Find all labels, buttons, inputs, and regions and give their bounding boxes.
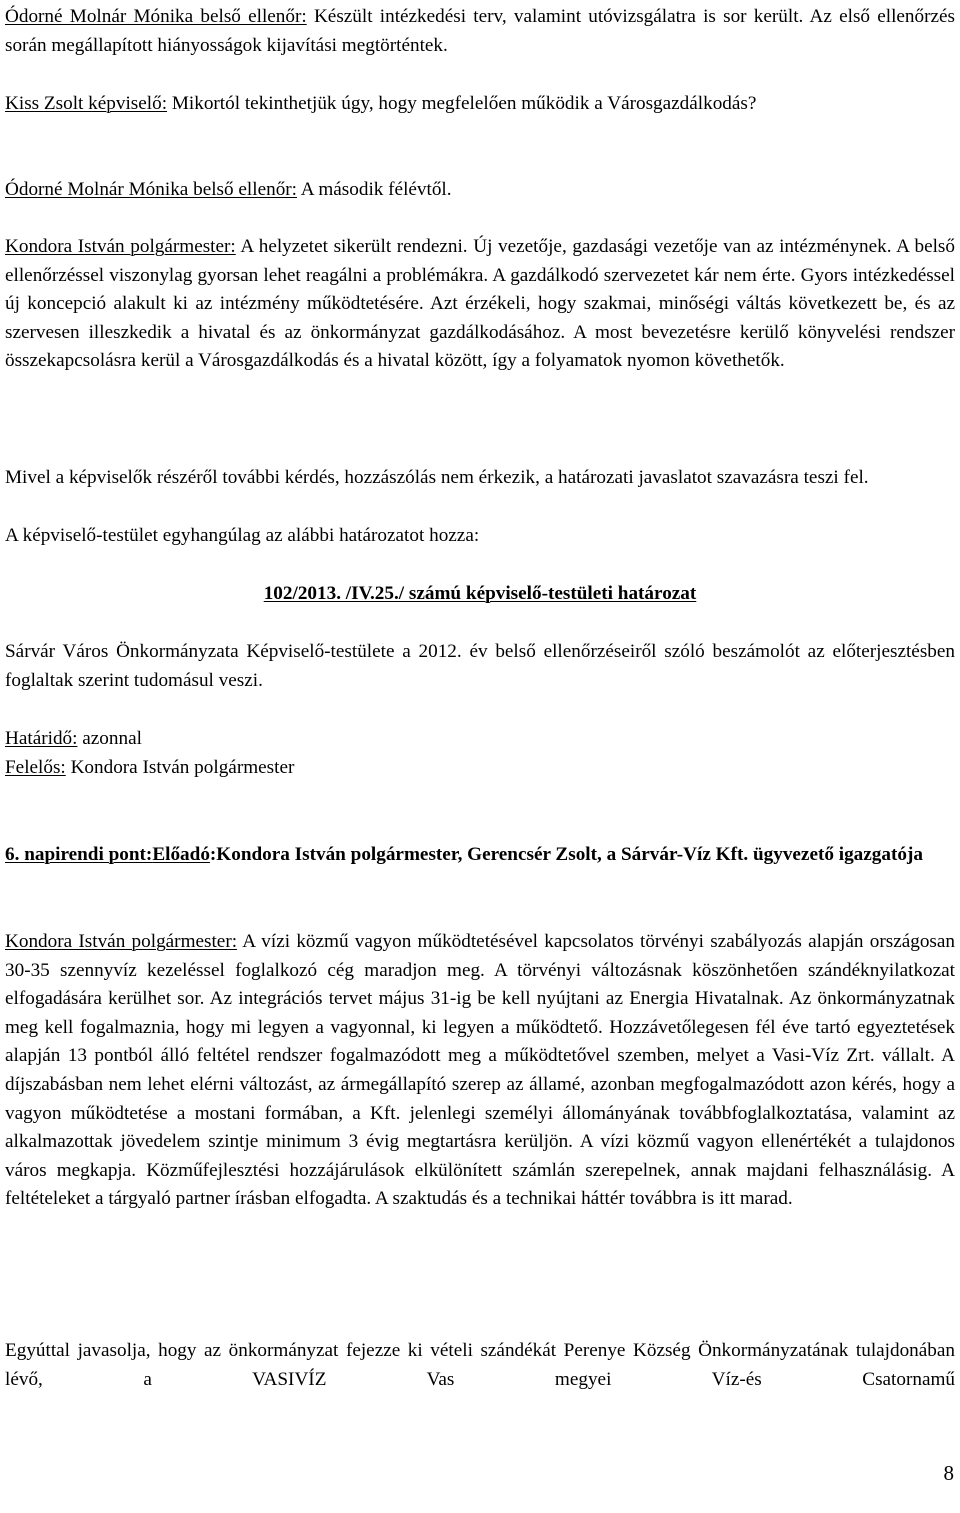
paragraph-mayor-1 <box>5 233 955 376</box>
responsible-value: Kondora István polgármester <box>65 757 295 778</box>
speaker-label: Ódorné Molnár Mónika belső ellenőr: <box>5 179 298 200</box>
resolution-responsible <box>5 754 955 783</box>
resolution-deadline <box>5 725 955 754</box>
agenda-presenter-label: Előadó <box>152 844 210 865</box>
paragraph-text: A második félévtől. <box>297 179 452 200</box>
paragraph-vote-call <box>5 464 955 493</box>
agenda-heading <box>5 841 955 870</box>
paragraph-text: A helyzetet sikerült rendezni. Új vezetője, gazdasági vezetője van az intézménynek. A belső ellenőrzéssel viszonylag gyorsan lehet reagálni a problémákra. A gazdálkodó szervezetet kár nem érte. Gyors intézkedéssel új koncepció alakult ki az intézmény működtetésére. Azt érzékeli, hogy szakmai, minőségi váltás következett be, és az szervesen illeszkedik a hivatal és az önkormányzat gazdálkodásához. A most bevezetésre kerülő könyvelési rendszer összekapcsolásra kerül a Városgazdálkodás és a hivatal között, így a folyamatok nyomon követhetők. <box>5 236 955 372</box>
paragraph-council-decision <box>5 522 955 551</box>
paragraph-text: Egyúttal javasolja, hogy az önkormányzat fejezze ki vételi szándékát Perenye Község Önkormányzatának tulajdonában lévő, a VASIVÍZ Vas megyei Víz-és Csatornamű <box>5 1340 955 1390</box>
deadline-label: Határidő: <box>5 728 78 749</box>
speaker-label: Kondora István polgármester: <box>5 931 238 952</box>
responsible-label: Felelős: <box>5 757 66 778</box>
speaker-label: Ódorné Molnár Mónika belső ellenőr: <box>5 6 307 27</box>
paragraph-proposal <box>5 1337 955 1394</box>
paragraph-mayor-2 <box>5 928 955 1214</box>
paragraph-internal-auditor-2 <box>5 176 955 205</box>
resolution-title <box>0 580 960 609</box>
resolution-body <box>5 638 955 695</box>
paragraph-text: Mivel a képviselők részéről további kérdés, hozzászólás nem érkezik, a határozati javaslatot szavazásra teszi fel. <box>5 467 869 488</box>
resolution-title-text: 102/2013. /IV.25./ számú képviselő-testületi határozat <box>263 583 697 604</box>
paragraph-text: Sárvár Város Önkormányzata Képviselő-testülete a 2012. év belső ellenőrzéseiről szóló beszámolót az előterjesztésben foglaltak szerint tudomásul veszi. <box>5 641 955 691</box>
paragraph-councillor-question <box>5 90 955 119</box>
speaker-label: Kiss Zsolt képviselő: <box>5 93 168 114</box>
paragraph-text: A képviselő-testület egyhangúlag az alábbi határozatot hozza: <box>5 525 480 546</box>
deadline-value: azonnal <box>77 728 142 749</box>
paragraph-text: Készült intézkedési terv, valamint utóvizsgálatra is sor került. Az első ellenőrzés során megállapított hiányosságok kijavítási megtörténtek. <box>5 6 955 56</box>
agenda-number: 6. napirendi pont: <box>5 844 153 865</box>
paragraph-text: A vízi közmű vagyon működtetésével kapcsolatos törvényi szabályozás alapján országosan 30-35 szennyvíz kezeléssel foglalkozó cég maradjon meg. A törvényi változásnak köszönhetően szándéknyilatkozat elfogadására kerülhet sor. Az integrációs tervet május 31-ig be kell nyújtani az Energia Hivatalnak. Az önkormányzatnak meg kell fogalmaznia, hogy mi legyen a vagyonnal, ki legyen a működtető. Hozzávetőlegesen fél éve tartó egyeztetések alapján 13 pontból álló feltétel rendszer fogalmazódott meg a működtetővel szemben, melyet a Vasi-Víz Zrt. vállalt. A díjszabásban nem lehet elérni változást, az ármegállapító szerep az államé, azonban megfogalmazódott azon kérés, hogy a vagyon működtetése a mostani formában, a Kft. jelenlegi személyi állományának továbbfoglalkoztatása, valamint az alkalmazottak jövedelem szintje minimum 3 évig megtartásra kerüljön. A vízi közmű vagyon ellenértékét a tulajdonos város megkapja. Közműfejlesztési hozzájárulások elkülönített számlán szerepelnek, annak majdani felhasználásig. A feltételeket a tárgyaló partner írásban elfogadta. A szaktudás és a technikai háttér továbbra is itt marad. <box>5 931 955 1210</box>
agenda-presenter-text: :Kondora István polgármester, Gerencsér Zsolt, a Sárvár-Víz Kft. ügyvezető igazgatója <box>209 844 923 865</box>
paragraph-text: Mikortól tekinthetjük úgy, hogy megfelelően működik a Városgazdálkodás? <box>167 93 757 114</box>
paragraph-internal-auditor-1 <box>5 3 955 60</box>
page-number: 8 <box>943 1461 954 1485</box>
speaker-label: Kondora István polgármester: <box>5 236 236 257</box>
